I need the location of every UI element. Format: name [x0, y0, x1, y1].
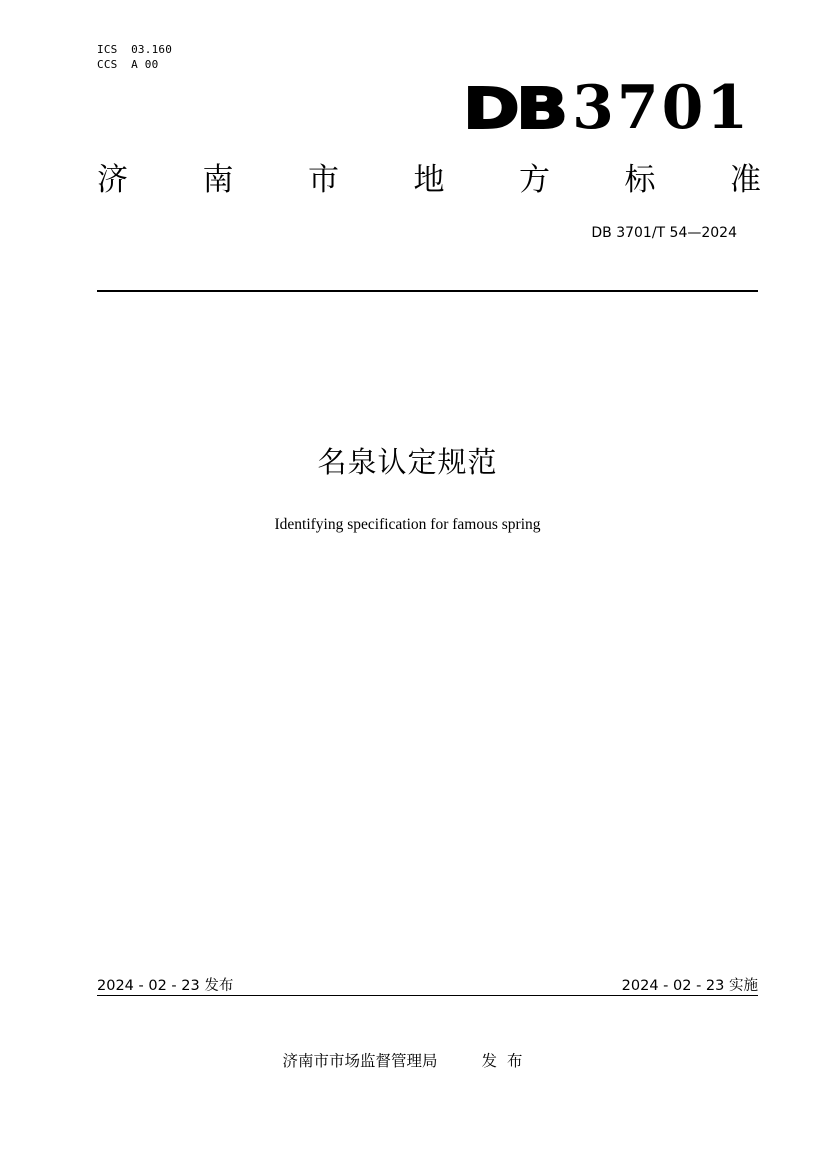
ccs-code: CCS A 00 [97, 58, 159, 71]
db-logo [463, 62, 752, 143]
document-title: 名泉认定规范 [317, 445, 498, 479]
document-subtitle: Identifying specification for famous spring [274, 516, 541, 533]
logo-number: 3701 [572, 73, 752, 143]
standard-title-char: 济 [97, 162, 128, 198]
publish-date: 2024 - 02 - 23 发布 [97, 978, 234, 994]
bottom-divider [97, 995, 758, 996]
standard-type-title [97, 160, 761, 200]
classification-codes [97, 42, 172, 72]
standard-title-char: 地 [413, 162, 445, 198]
implement-date: 2024 - 02 - 23 实施 [621, 978, 758, 994]
logo-letters: DB [463, 77, 565, 142]
top-divider [97, 290, 758, 292]
ics-code: ICS 03.160 [97, 43, 173, 56]
publisher-line [0, 1051, 815, 1071]
standard-title-char: 方 [519, 162, 550, 198]
publisher-name: 济南市市场监督管理局 [282, 1052, 438, 1070]
standard-title-char: 市 [308, 162, 339, 198]
standard-title-char: 准 [730, 162, 761, 198]
standard-code: DB 3701/T 54—2024 [591, 225, 737, 241]
standard-title-char: 南 [202, 162, 234, 198]
publisher-action: 发布 [481, 1052, 533, 1070]
standard-title-char: 标 [624, 162, 656, 198]
